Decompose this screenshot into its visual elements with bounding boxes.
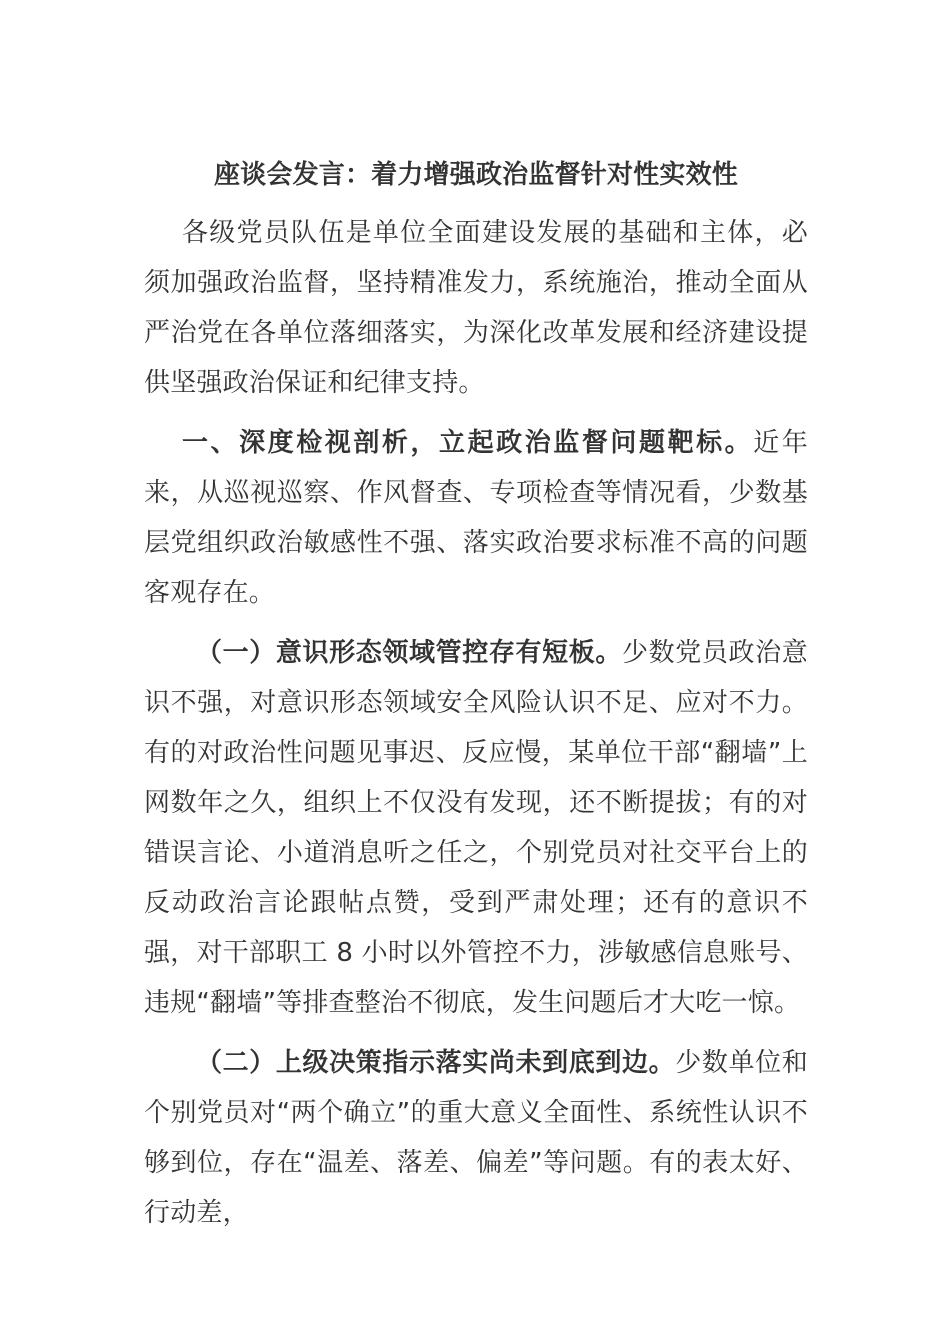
- document-title: 座谈会发言：着力增强政治监督针对性实效性: [213, 160, 738, 190]
- section-1-text: 近年来，从巡视巡察、作风督查、专项检查等情况看，少数基层党组织政治敏感性不强、落实政治要求标准不高的问题客观存在。: [144, 428, 808, 608]
- subsection-1-heading: （一）意识形态领域管控存有短板。: [196, 638, 623, 668]
- subsection-2-heading: （二）上级决策指示落实尚未到底到边。: [196, 1048, 676, 1078]
- subsection-1-paragraph: [144, 628, 808, 1028]
- subsection-1-text: 少数党员政治意识不强，对意识形态领域安全风险认识不足、应对不力。有的对政治性问题见事迟、反应慢，某单位干部“翻墙”上网数年之久，组织上不仅没有发现，还不断提拔；有的对错误言论、小道消息听之任之，个别党员对社交平台上的反动政治言论跟帖点赞，受到严肃处理；还有的意识不强，对干部职工 8 小时以外管控不力，涉敏感信息账号、违规“翻墙”等排查整治不彻底，发生问题后才大吃一惊。: [144, 638, 808, 1018]
- intro-paragraph: [144, 208, 808, 408]
- section-1-heading: 一、深度检视剖析，立起政治监督问题靶标。: [182, 428, 754, 458]
- subsection-2-text: 少数单位和个别党员对“两个确立”的重大意义全面性、系统性认识不够到位，存在“温差、落差、偏差”等问题。有的表太好、行动差，: [144, 1048, 808, 1228]
- document-body: [144, 150, 808, 1248]
- intro-text: 各级党员队伍是单位全面建设发展的基础和主体，必须加强政治监督，坚持精准发力，系统施治，推动全面从严治党在各单位落细落实，为深化改革发展和经济建设提供坚强政治保证和纪律支持。: [144, 218, 808, 398]
- subsection-2-paragraph: [144, 1038, 808, 1238]
- section-1-paragraph: [144, 418, 808, 618]
